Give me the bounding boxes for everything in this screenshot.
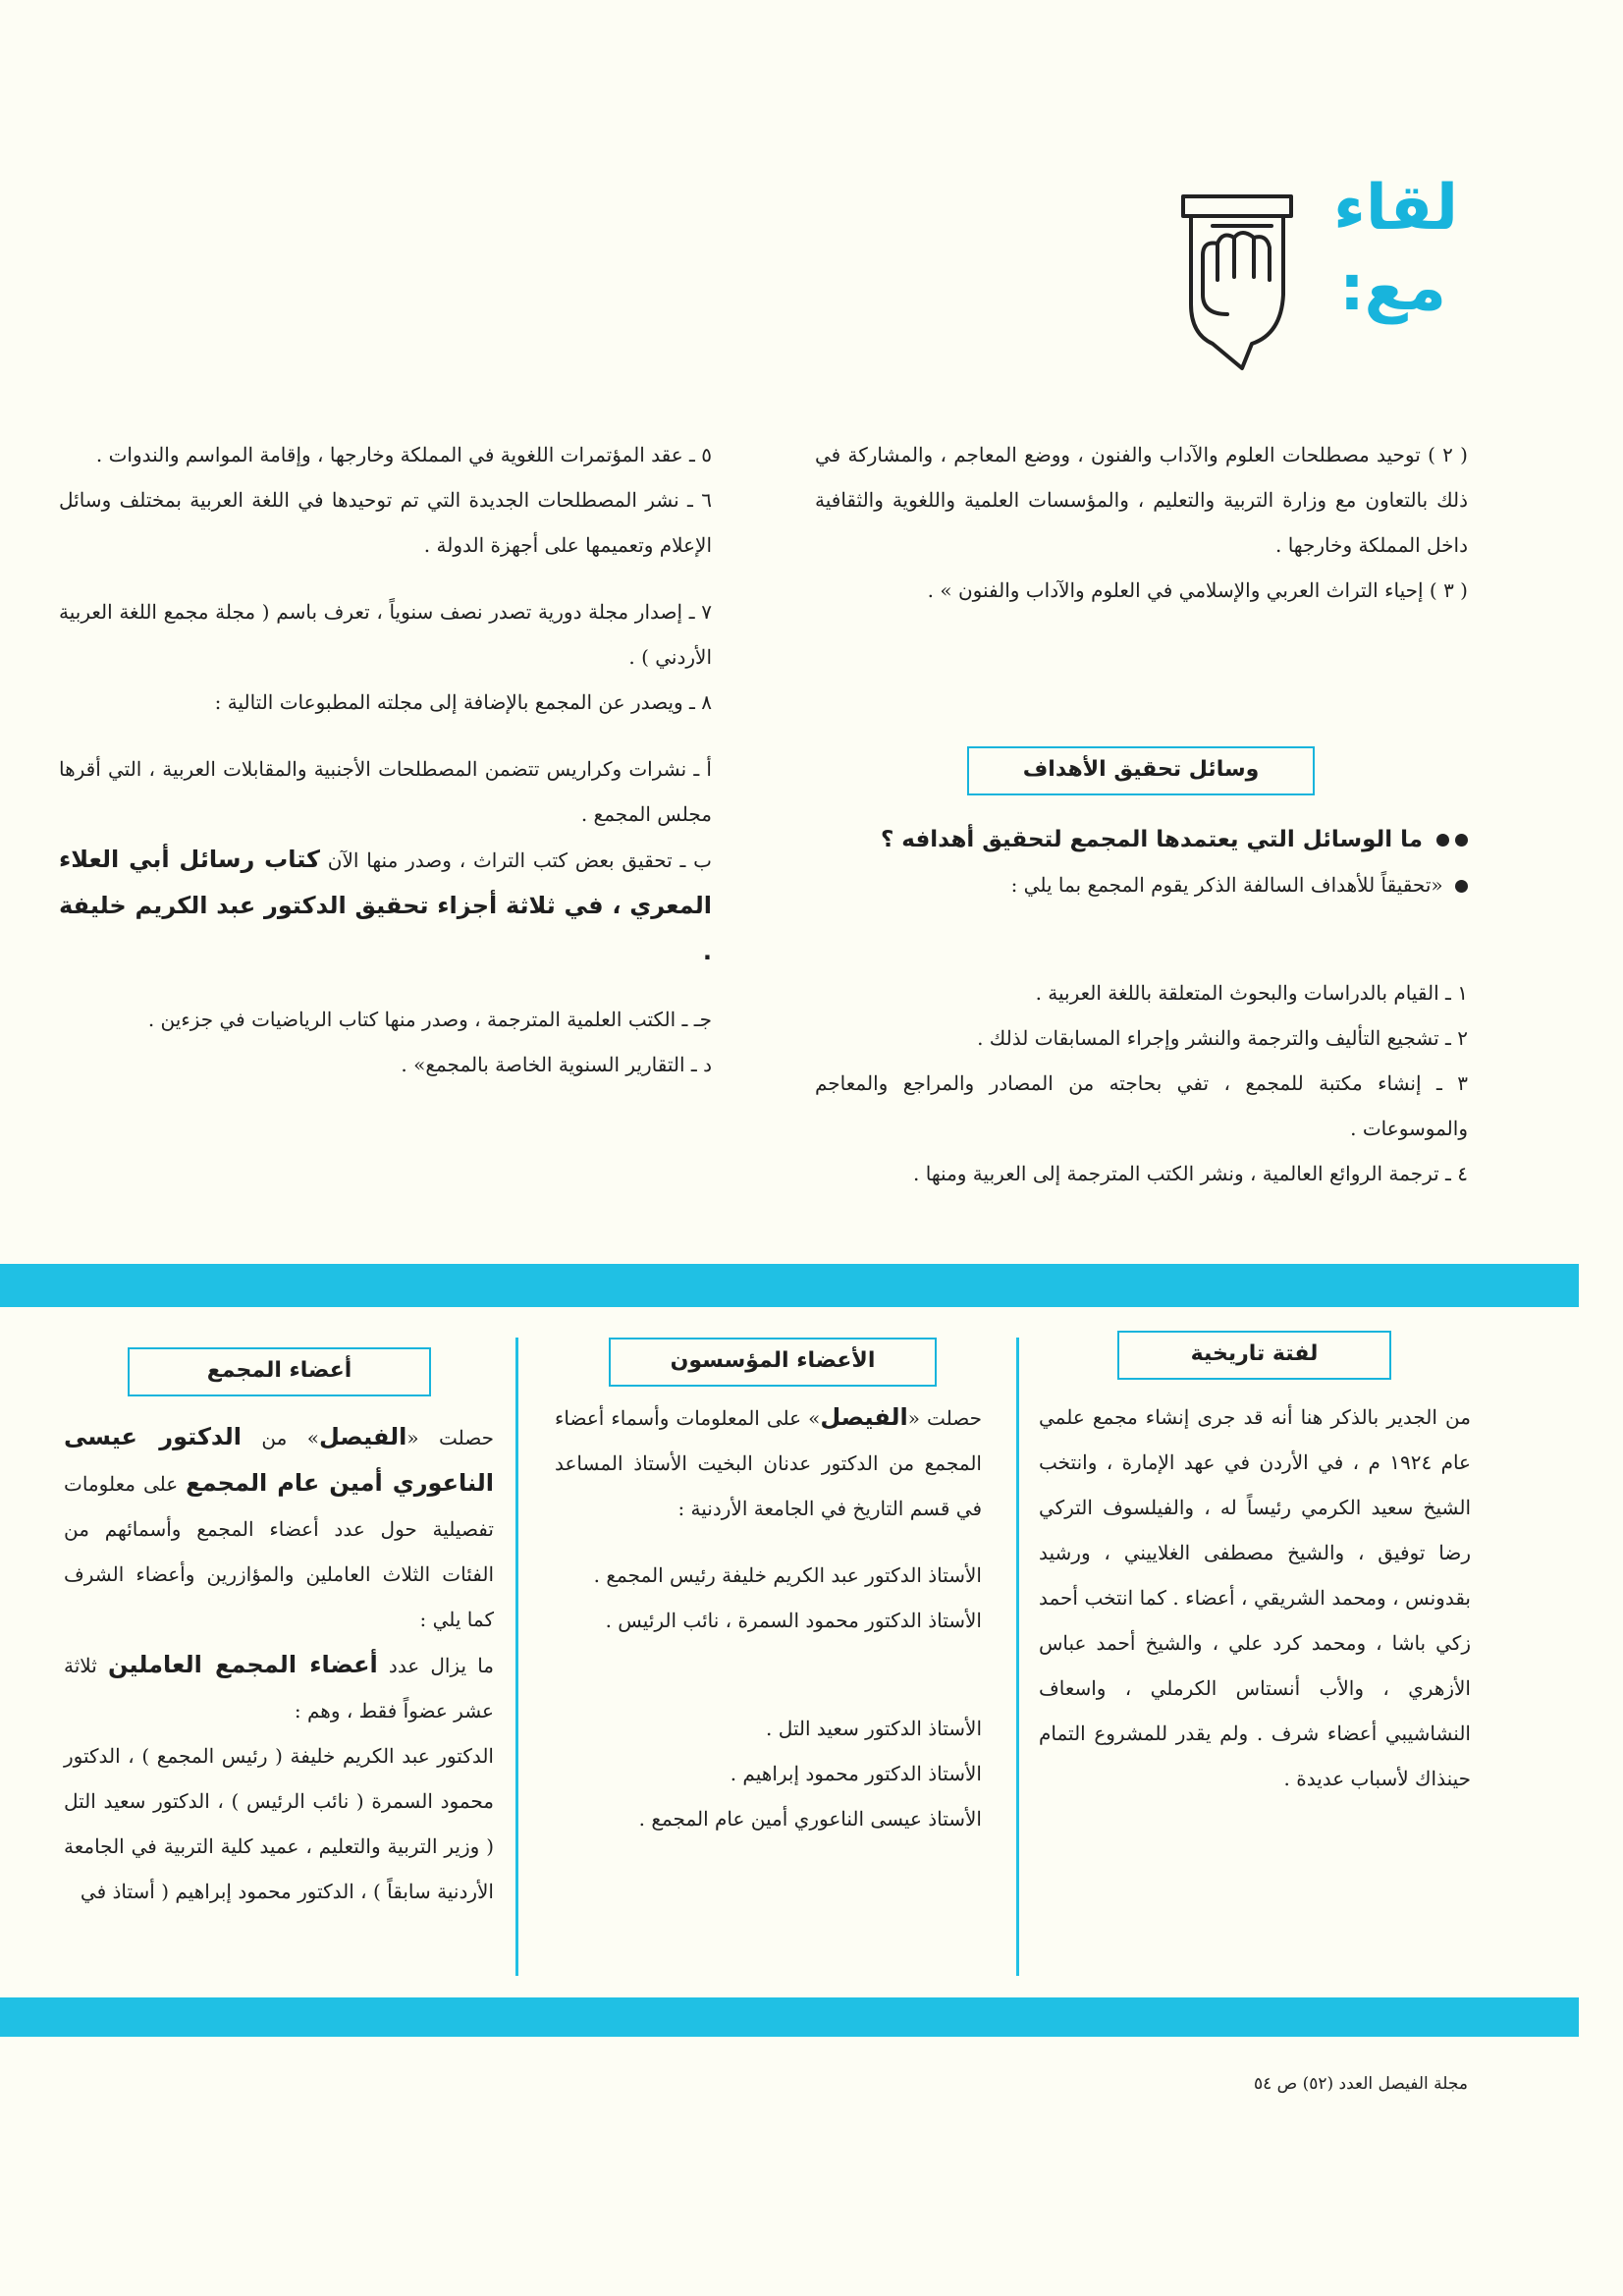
history-heading: لفتة تاريخية: [1117, 1331, 1391, 1380]
members-paragraph-2: [64, 1642, 494, 1733]
members-p1-b: » من: [261, 1426, 319, 1449]
members-column: [64, 1414, 494, 1914]
sub-item-b-text: ب ـ تحقيق بعض كتب التراث ، وصدر منها الآن: [327, 848, 713, 872]
divider-band: [0, 1997, 1579, 2037]
sub-item-c: جـ ـ الكتب العلمية المترجمة ، وصدر منها كتاب الرياضيات في جزءين .: [147, 1008, 712, 1031]
bullet-icon: [1455, 834, 1468, 847]
means-item-8: ٨ ـ ويصدر عن المجمع بالإضافة إلى مجلته المطبوعات التالية :: [214, 690, 712, 714]
members-p1-c: على معلومات تفصيلية حول عدد أعضاء المجمع وأسمائهم من الفئات الثلاث العاملين والمؤازرين وأعضاء الشرف كما يلي :: [64, 1472, 494, 1631]
goals-means-heading: وسائل تحقيق الأهداف: [967, 746, 1315, 795]
means-item-5: ٥ ـ عقد المؤتمرات اللغوية في المملكة وخارجها ، وإقامة المواسم والندوات .: [95, 443, 712, 466]
means-section: [815, 817, 1468, 1196]
founders-intro-b: » على المعلومات وأسماء أعضاء المجمع من الدكتور عدنان البخيت الأستاذ المساعد في قسم التاريخ في الجامعة الأردنية :: [555, 1406, 982, 1520]
means-item-3: ٣ ـ إنشاء مكتبة للمجمع ، تفي بحاجته من المصادر والمراجع والمعاجم والموسوعات .: [815, 1071, 1468, 1140]
sub-item-d: د ـ التقارير السنوية الخاصة بالمجمع» .: [401, 1053, 712, 1076]
sub-item-b: [59, 837, 712, 975]
magazine-name: الفيصل: [319, 1423, 407, 1450]
upper-right-column: [815, 432, 1468, 613]
means-item-2: ٢ ـ تشجيع التأليف والترجمة والنشر وإجراء المسابقات لذلك .: [977, 1026, 1468, 1050]
founders-column: [555, 1394, 982, 1841]
answer-intro-text: «تحقيقاً للأهداف السالفة الذكر يقوم المجمع بما يلي :: [1010, 873, 1443, 897]
founder-3: الأستاذ الدكتور سعيد التل .: [765, 1717, 982, 1740]
section-logo: [1173, 172, 1458, 373]
members-paragraph-1: [64, 1414, 494, 1642]
members-p2-bold: أعضاء المجمع العاملين: [107, 1651, 378, 1678]
question-line: [815, 817, 1468, 862]
logo-line-2: مع:: [1339, 252, 1446, 325]
upper-left-column: [59, 432, 712, 1087]
bullet-icon: [1455, 880, 1468, 893]
column-divider: [515, 1338, 518, 1976]
page-footer: مجلة الفيصل العدد (٥٢) ص ٥٤: [1253, 2074, 1468, 2094]
sub-item-b-bold: كتاب رسائل أبي العلاء المعري ، في ثلاثة أجزاء تحقيق الدكتور عبد الكريم خليفة .: [59, 846, 712, 965]
bullet-icon: [1436, 834, 1449, 847]
members-p1-a: حصلت «: [406, 1426, 494, 1449]
sub-item-a: أ ـ نشرات وكراريس تتضمن المصطلحات الأجنبية والمقابلات العربية ، التي أقرها مجلس المجمع .: [59, 757, 712, 826]
means-item-6: ٦ ـ نشر المصطلحات الجديدة التي تم توحيدها في اللغة العربية بمختلف وسائل الإعلام وتعميمها على أجهزة الدولة .: [59, 488, 712, 557]
members-p2-a: ما يزال عدد: [388, 1654, 495, 1677]
column-divider: [1016, 1338, 1019, 1976]
means-item-1: ١ ـ القيام بالدراسات والبحوث المتعلقة باللغة العربية .: [1035, 981, 1468, 1005]
history-column: [1039, 1394, 1471, 1801]
means-item-7: ٧ ـ إصدار مجلة دورية تصدر نصف سنوياً ، تعرف باسم ( مجلة مجمع اللغة العربية الأردني ) .: [59, 600, 712, 669]
founder-1: الأستاذ الدكتور عبد الكريم خليفة رئيس المجمع .: [593, 1563, 982, 1587]
logo-line-1: لقاء: [1333, 172, 1458, 245]
goal-3-paragraph: ( ٣ ) إحياء التراث العربي والإسلامي في العلوم والآداب والفنون » .: [927, 578, 1468, 602]
founders-intro-a: حصلت «: [907, 1406, 982, 1430]
answer-intro-line: [815, 862, 1468, 907]
founders-heading: الأعضاء المؤسسون: [609, 1338, 937, 1387]
founder-2: الأستاذ الدكتور محمود السمرة ، نائب الرئيس .: [605, 1609, 982, 1632]
members-p1-bold: الدكتور عيسى الناعوري أمين عام المجمع: [64, 1423, 495, 1497]
members-heading: أعضاء المجمع: [128, 1347, 431, 1396]
goal-2-paragraph: ( ٢ ) توحيد مصطلحات العلوم والآداب والفنون ، ووضع المعاجم ، والمشاركة في ذلك بالتعاون مع وزارة التربية والتعليم ، والمؤسسات العلمية واللغوية والثقافية داخل المملكة وخارجها .: [815, 443, 1468, 557]
pointing-hand-icon: [1173, 187, 1301, 373]
founder-4: الأستاذ الدكتور محمود إبراهيم .: [730, 1762, 982, 1785]
means-item-4: ٤ ـ ترجمة الروائع العالمية ، ونشر الكتب المترجمة إلى العربية ومنها .: [913, 1162, 1468, 1185]
members-p2-b: ثلاثة عشر عضواً فقط ، وهم :: [64, 1654, 494, 1722]
members-paragraph-3: الدكتور عبد الكريم خليفة ( رئيس المجمع ) ، الدكتور محمود السمرة ( نائب الرئيس ) ، الدكتور سعيد التل ( وزير التربية والتعليم ، عميد كلية التربية في الجامعة الأردنية سابقاً ) ، الدكتور محمود إبراهيم ( أستاذ في: [64, 1744, 494, 1903]
divider-band: [0, 1264, 1579, 1307]
magazine-name: الفيصل: [820, 1403, 908, 1431]
question-text: ما الوسائل التي يعتمدها المجمع لتحقيق أهدافه ؟: [880, 827, 1423, 852]
founders-intro: [555, 1394, 982, 1531]
founder-5: الأستاذ عيسى الناعوري أمين عام المجمع .: [638, 1807, 982, 1831]
history-paragraph: من الجدير بالذكر هنا أنه قد جرى إنشاء مجمع علمي عام ١٩٢٤ م ، في الأردن في عهد الإمارة ، وانتخب الشيخ سعيد الكرمي رئيساً له ، والفيلسوف التركي رضا توفيق ، والشيخ مصطفى الغلاييني ، ورشيد بقدونس ، ومحمد الشريقي ، أعضاء . كما انتخب أحمد زكي باشا ، ومحمد كرد علي ، والشيخ أحمد عباس الأزهري ، والأب أنستاس الكرملي ، واسعاف النشاشيبي أعضاء شرف . ولم يقدر للمشروع التمام حينذاك لأسباب عديدة .: [1039, 1405, 1471, 1790]
